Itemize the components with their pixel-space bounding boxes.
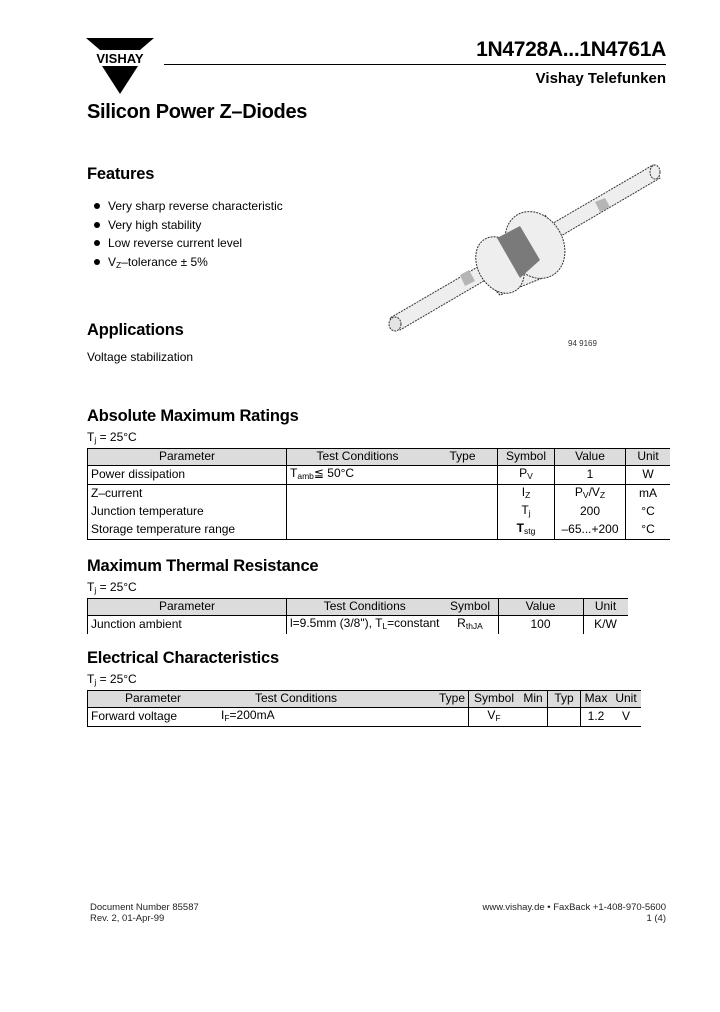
- feature-item: Low reverse current level: [92, 234, 283, 253]
- page-number: 1 (4): [646, 913, 666, 924]
- footer-left: [90, 902, 199, 924]
- table-row: Power dissipation $T_{amb}≦$ 50°C $P_V$ 1 W: [88, 465, 671, 484]
- feature-item: Very sharp reverse characteristic: [92, 197, 283, 216]
- vishay-logo: [86, 38, 154, 96]
- table-header-row: Parameter Test Conditions Type Symbol Min Typ Max Unit: [88, 691, 642, 708]
- document-number: Document Number 85587: [90, 902, 199, 913]
- amr-heading: Absolute Maximum Ratings: [87, 407, 299, 425]
- page-title: Silicon Power Z–Diodes: [87, 101, 308, 123]
- brand-name: Vishay Telefunken: [535, 70, 666, 87]
- applications-text: Voltage stabilization: [87, 350, 194, 364]
- table-row: Junction temperature $T_j$ 200 °C: [88, 503, 671, 521]
- feature-item: $V_Z$–tolerance ± 5%: [92, 253, 283, 275]
- table-header-row: Parameter Test Conditions Type Symbol Value Unit: [88, 449, 671, 466]
- table-header-row: Parameter Test Conditions Symbol Value Unit: [88, 599, 628, 616]
- contact-info: www.vishay.de • FaxBack +1-408-970-5600: [482, 902, 666, 913]
- thermal-heading: Maximum Thermal Resistance: [87, 557, 319, 575]
- applications-heading: Applications: [87, 321, 184, 339]
- svg-text:VISHAY: VISHAY: [96, 51, 144, 66]
- header-rule: [164, 64, 666, 65]
- figure-label: 94 9169: [568, 339, 597, 348]
- table-row: Forward voltage $I_F=200mA$ $V_F$ 1.2 V: [88, 707, 642, 726]
- table-row: Storage temperature range $T_{stg}$ –65...+200 °C: [88, 521, 671, 540]
- electrical-table: [87, 690, 641, 727]
- features-list: [92, 197, 283, 274]
- diode-illustration: [385, 160, 665, 335]
- electrical-condition: $T_j = 25^\circ C$: [87, 672, 137, 687]
- feature-item: Very high stability: [92, 216, 283, 235]
- thermal-table: [87, 598, 628, 634]
- footer-right: [483, 902, 666, 924]
- features-heading: Features: [87, 165, 155, 183]
- thermal-condition: $T_j = 25^\circ C$: [87, 580, 137, 595]
- revision: Rev. 2, 01-Apr-99: [90, 913, 165, 924]
- electrical-heading: Electrical Characteristics: [87, 649, 279, 667]
- table-row: Junction ambient l=9.5mm (3/8"), $T_L=constant$ $R_{thJA}$ 100 K/W: [88, 615, 628, 634]
- part-number: 1N4728A...1N4761A: [476, 38, 666, 61]
- amr-table: [87, 448, 670, 540]
- amr-condition: $T_j = 25^\circ C$: [87, 430, 137, 445]
- table-row: Z–current $I_Z$ $P_V/V_Z$ mA: [88, 484, 671, 503]
